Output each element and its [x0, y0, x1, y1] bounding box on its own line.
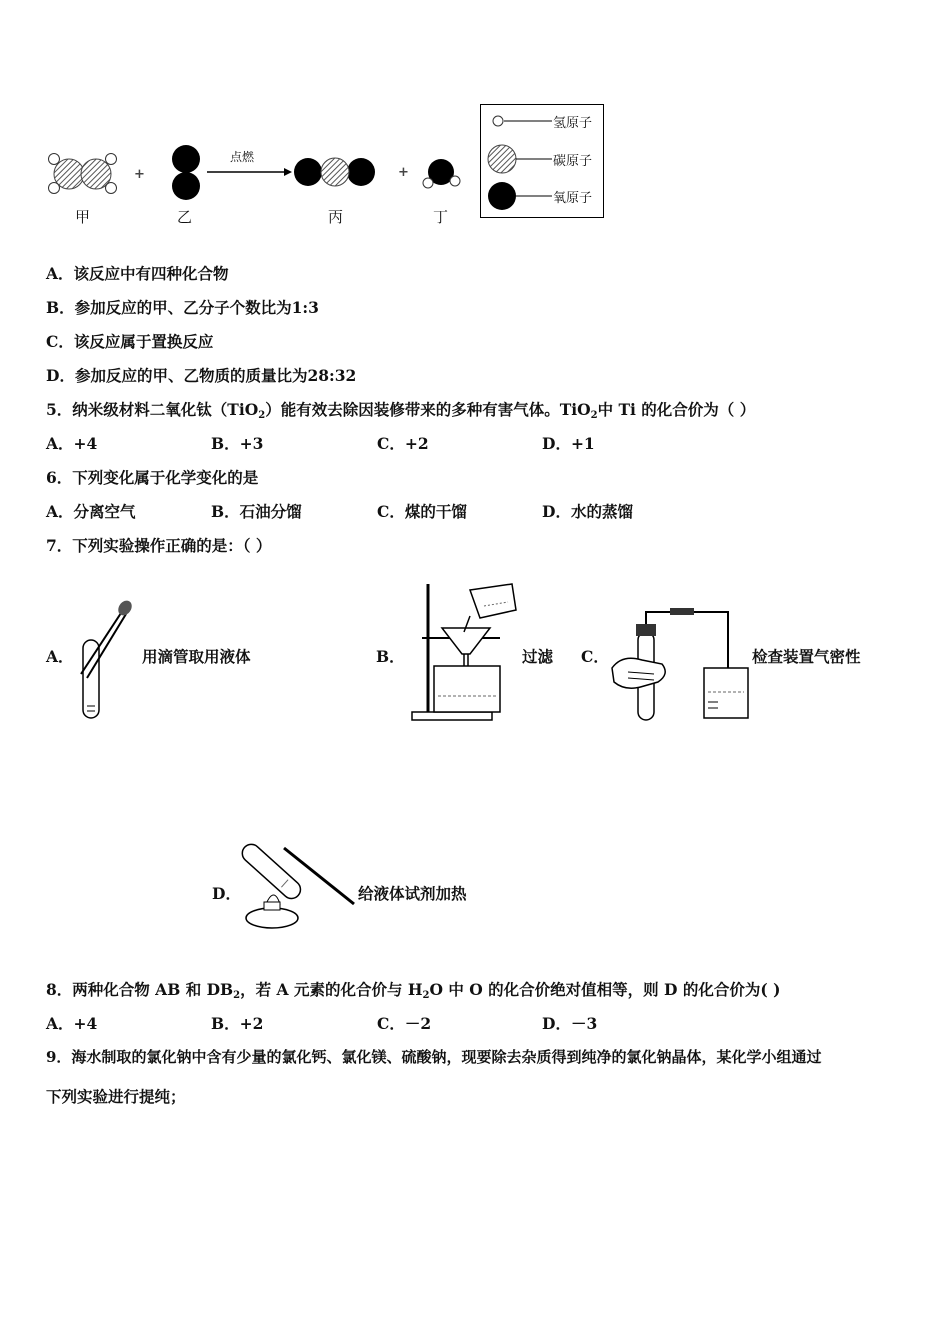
q7-d-text: 给液体试剂加热	[358, 884, 467, 903]
q5-option-a: A．+4	[46, 434, 98, 453]
q7-c-text: 检查装置气密性	[752, 647, 861, 666]
molecule-ding	[423, 159, 460, 188]
q8-stem: 8．两种化合物 AB 和 $DB_2$，若 A 元素的化合价与 $H_2O$ 中 O 的化合价绝对值相等，则 D 的化合价为( )	[46, 980, 781, 1001]
heating-figure	[238, 826, 358, 936]
reaction-diagram	[0, 0, 950, 240]
q7-b-text: 过滤	[522, 647, 554, 666]
caption-ding: 丁	[433, 208, 449, 226]
q7-a-letter: A．	[46, 647, 74, 666]
legend-carbon-label: 碳原子	[553, 154, 593, 169]
q7-b-letter: B．	[376, 647, 405, 666]
caption-bing: 丙	[328, 208, 344, 226]
q4-option-a: A．该反应中有四种化合物	[46, 264, 229, 283]
q4-option-d: D．参加反应的甲、乙物质的质量比为28:32	[46, 366, 357, 385]
airtight-figure	[608, 608, 758, 728]
q5-option-c: C．+2	[377, 434, 429, 453]
q7-stem: 7．下列实验操作正确的是：（ ）	[46, 536, 272, 555]
molecule-jia	[49, 154, 117, 194]
q6-option-b: B．石油分馏	[211, 502, 302, 521]
q5-option-d: D．+1	[542, 434, 595, 453]
q6-stem: 6．下列变化属于化学变化的是	[46, 468, 259, 487]
q9-stem-line1: 9．海水制取的氯化钠中含有少量的氯化钙、氯化镁、硫酸钠，现要除去杂质得到纯净的氯化钠晶体，某化学小组通过	[46, 1048, 822, 1066]
q7-d-letter: D．	[212, 884, 241, 903]
q9-stem-line2: 下列实验进行提纯；	[46, 1087, 186, 1106]
arrow-head	[284, 168, 292, 176]
q5-option-b: B．+3	[211, 434, 264, 453]
plus-sign: +	[134, 167, 145, 182]
q6-option-d: D．水的蒸馏	[542, 502, 633, 521]
q8-option-a: A．+4	[46, 1014, 98, 1033]
q8-option-c: C．－2	[377, 1014, 432, 1033]
dropper-figure	[78, 598, 138, 728]
plus-sign-2: +	[398, 165, 409, 180]
q6-option-a: A．分离空气	[46, 502, 136, 521]
caption-yi: 乙	[177, 208, 193, 226]
caption-jia: 甲	[75, 208, 91, 226]
arrow-label: 点燃	[230, 150, 255, 164]
q5-stem: 5．纳米级材料二氧化钛（TiO$_2$）能有效去除因装修带来的多种有害气体。TiO$_2$中 Ti 的化合价为（ ）	[46, 400, 756, 421]
legend-oxygen-label: 氧原子	[553, 191, 593, 206]
q8-option-d: D．－3	[542, 1014, 598, 1033]
q4-option-b: B．参加反应的甲、乙分子个数比为1:3	[46, 298, 319, 317]
q7-a-text: 用滴管取用液体	[142, 647, 251, 666]
legend-hydrogen-label: 氢原子	[553, 116, 593, 131]
q6-option-c: C．煤的干馏	[377, 502, 467, 521]
q8-option-b: B．+2	[211, 1014, 264, 1033]
molecule-bing	[294, 158, 375, 186]
filtration-figure	[408, 576, 538, 726]
q4-option-c: C．该反应属于置换反应	[46, 332, 214, 351]
q7-c-letter: C．	[581, 647, 609, 666]
molecule-yi	[172, 145, 200, 200]
